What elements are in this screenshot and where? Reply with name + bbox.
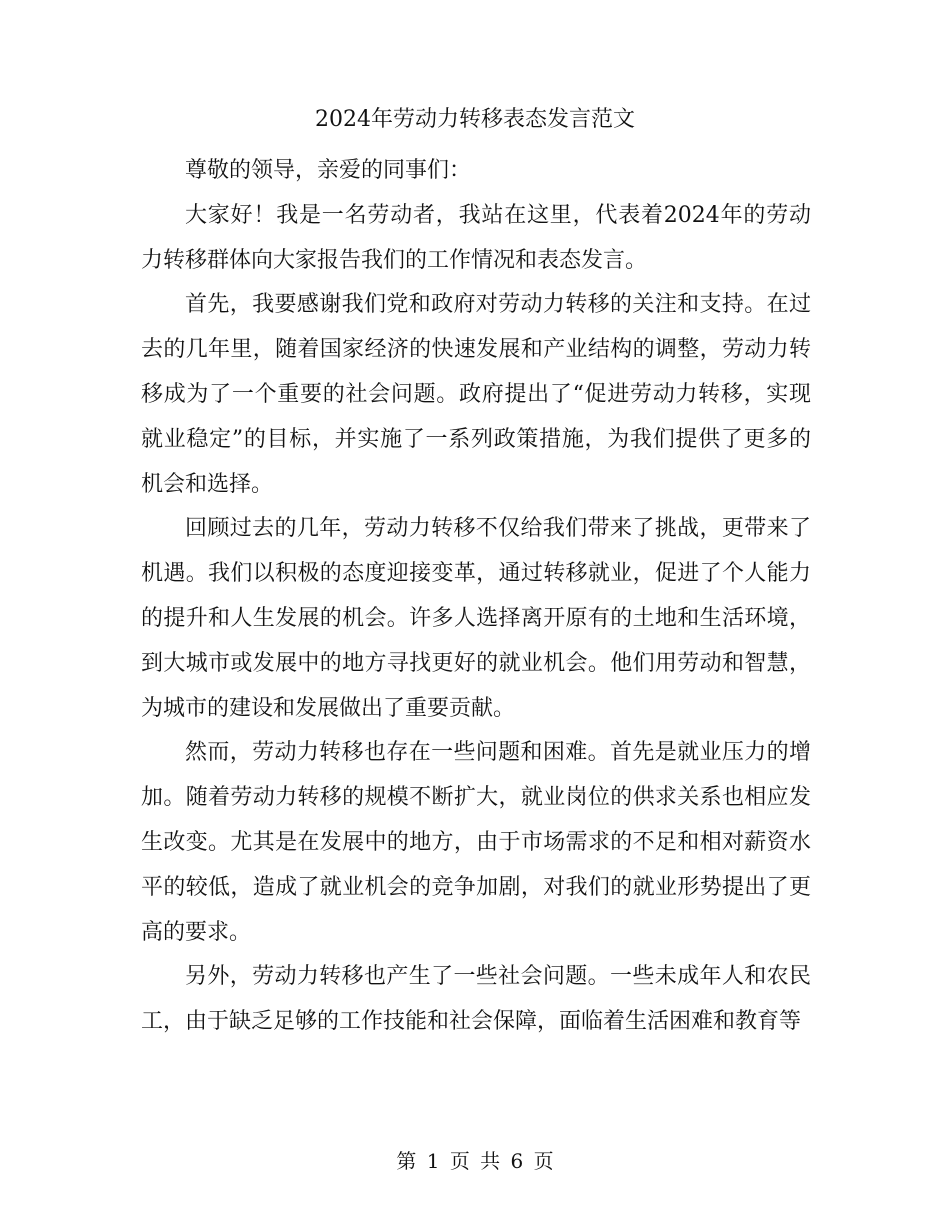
document-title: 2024年劳动力转移表态发言范文 bbox=[315, 107, 635, 132]
body-paragraph: 然而，劳动力转移也存在一些问题和困难。首先是就业压力的增加。随着劳动力转移的规模不断扩大，就业岗位的供求关系也相应发生改变。尤其是在发展中的地方，由于市场需求的不足和相对薪资水平的较低，造成了就业机会的竞争加剧，对我们的就业形势提出了更高的要求。 bbox=[141, 740, 811, 945]
salutation-paragraph: 尊敬的领导，亲爱的同事们： bbox=[185, 158, 472, 183]
body-paragraph: 大家好！我是一名劳动者，我站在这里，代表着2024年的劳动力转移群体向大家报告我们的工作情况和表态发言。 bbox=[141, 202, 811, 273]
body-paragraph: 另外，劳动力转移也产生了一些社会问题。一些未成年人和农民工，由于缺乏足够的工作技能和社会保障，面临着生活困难和教育等 bbox=[141, 964, 811, 1035]
document-body bbox=[141, 149, 811, 1045]
page-number-footer: 第 1 页 共 6 页 bbox=[396, 1149, 554, 1173]
body-paragraph: 回顾过去的几年，劳动力转移不仅给我们带来了挑战，更带来了机遇。我们以积极的态度迎接变革，通过转移就业，促进了个人能力的提升和人生发展的机会。许多人选择离开原有的土地和生活环境，到大城市或发展中的地方寻找更好的就业机会。他们用劳动和智慧，为城市的建设和发展做出了重要贡献。 bbox=[141, 516, 811, 721]
body-paragraph: 首先，我要感谢我们党和政府对劳动力转移的关注和支持。在过去的几年里，随着国家经济的快速发展和产业结构的调整，劳动力转移成为了一个重要的社会问题。政府提出了“促进劳动力转移，实现就业稳定”的目标，并实施了一系列政策措施，为我们提供了更多的机会和选择。 bbox=[141, 292, 811, 497]
